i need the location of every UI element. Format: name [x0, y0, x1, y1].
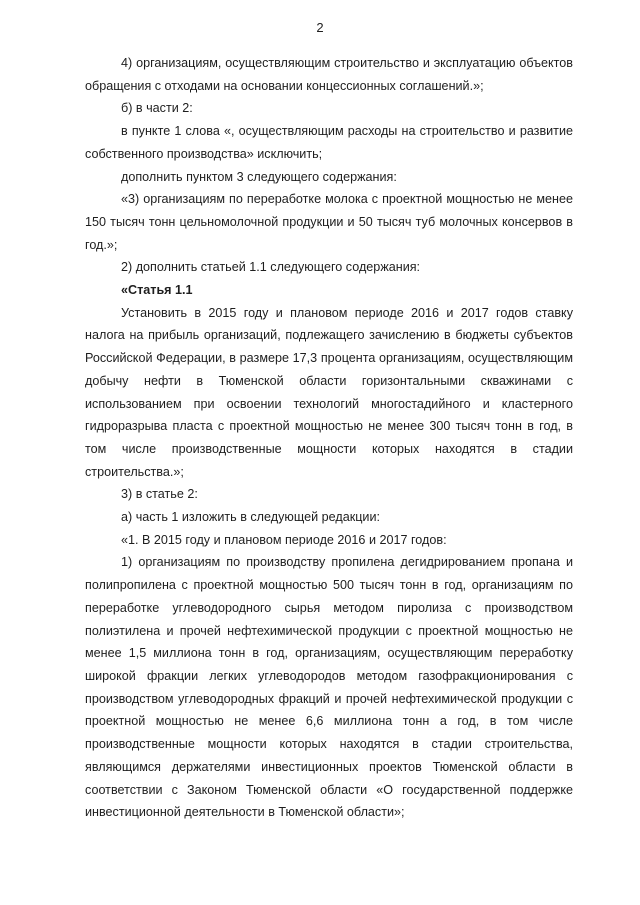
paragraph-point-1: в пункте 1 слова «, осуществляющим расходы на строительство и развитие собственного производства» исключить; — [85, 124, 573, 161]
paragraph-article-text: Установить в 2015 году и плановом периоде 2016 и 2017 годов ставку налога на прибыль организаций, подлежащего зачислению в бюджеты субъектов Российской Федерации, в размере 17,3 процента организациям, осуществляющим добычу нефти в Тюменской области горизонтальными скважинами с использованием при освоении технологий многостадийного и кластерного гидроразрыва пласта с проектной мощностью не менее 300 тысяч тонн в год, в том числе производственные мощности которых находятся в стадии строительства.»; — [85, 305, 573, 479]
article-heading: «Статья 1.1 — [121, 283, 193, 298]
paragraph-add-point-3: дополнить пунктом 3 следующего содержания: — [121, 169, 397, 184]
paragraph-part-1: а) часть 1 изложить в следующей редакции: — [121, 510, 380, 525]
document-body — [85, 52, 573, 824]
page-number: 2 — [316, 20, 324, 35]
paragraph-article-2: 3) в статье 2: — [121, 487, 198, 502]
paragraph-point-3-text: «3) организациям по переработке молока с проектной мощностью не менее 150 тысяч тонн цельномолочной продукции и 50 тысяч туб молочных консервов в год.»; — [85, 192, 573, 252]
paragraph-part-2: б) в части 2: — [121, 101, 193, 116]
paragraph-item-4: 4) организациям, осуществляющим строительство и эксплуатацию объектов обращения с отходами на основании концессионных соглашений.»; — [85, 56, 573, 93]
paragraph-part-1-text: «1. В 2015 году и плановом периоде 2016 и 2017 годов: — [121, 532, 447, 547]
paragraph-add-article: 2) дополнить статьей 1.1 следующего содержания: — [121, 260, 421, 275]
paragraph-item-1: 1) организациям по производству пропилена дегидрированием пропана и полипропилена с проектной мощностью 500 тысяч тонн в год, организациям по переработке углеводородного сырья методом пиролиза с производством полиэтилена и прочей нефтехимической продукции с проектной мощностью не менее 1,5 миллиона тонн в год, организациям, осуществляющим переработку широкой фракции легких углеводородов методом газофракционирования с производством углеводородных фракций и прочей нефтехимической продукции с проектной мощностью не менее 6,6 миллиона тонн а год, в том числе производственные мощности которых находятся в стадии строительства, являющимся держателями инвестиционных проектов Тюменской области в соответствии с Законом Тюменской области «О государственной поддержке инвестиционной деятельности в Тюменской области»; — [85, 555, 573, 820]
